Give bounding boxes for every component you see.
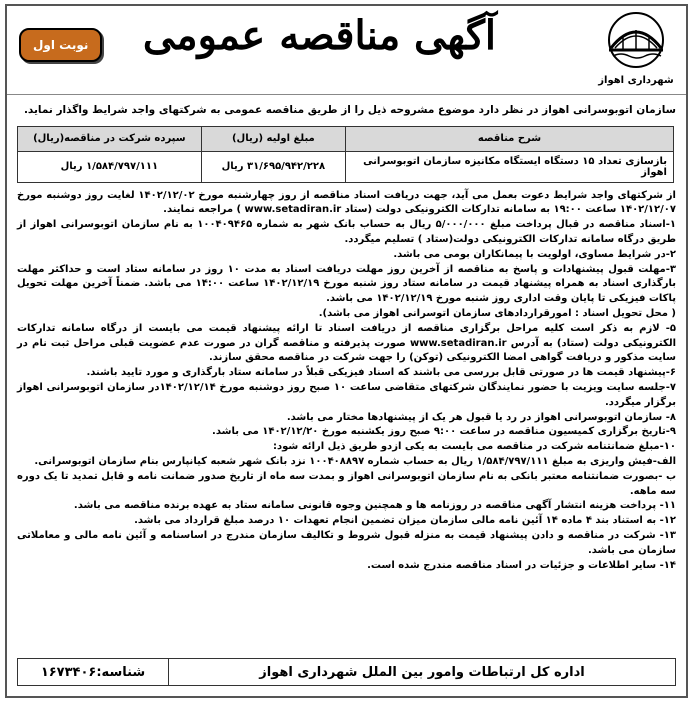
paragraph: ۸- سازمان اتوبوسرانی اهواز در رد یا قبول هر یک از پیشنهادها مختار می باشد. [286, 411, 676, 423]
table-header-row [18, 126, 674, 151]
logo-caption: شهرداری اهواز [598, 75, 674, 86]
paragraph: از شرکتهای واجد شرایط دعوت بعمل می آید، جهت دریافت اسناد مناقصه از روز چهارشنبه مورخ ۱۴۰۲/۱۲/۰۲ لغایت روز دوشنبه مورخ ۱۴۰۲/۱۲/۰۷ ساعت ۱۹:۰۰ به سامانه تدارکات الکترونیکی دولت (ستاد www.setadiran.ir ) مراجعه نمایند. [17, 189, 676, 216]
paragraph: ۵- لازم به ذکر است کلیه مراحل برگزاری مناقصه از دریافت اسناد تا ارائه پیشنهاد قیمت می بایست از درگاه سامانه تدارکات الکترونیکی دولت (ستاد) به آدرس www.setadiran.ir صورت پذیرفته و مناقصه گران در صورت عدم عضویت قبلی مراحل ثبت نام در سایت مذکور و دریافت گواهی امضا الکترونیکی (توکن) را جهت شرکت در مناقصه محقق سازند. [17, 322, 677, 364]
page-title: آگهی مناقصه عمومی [142, 12, 496, 59]
paragraph: ۷-جلسه سایت ویزیت با حضور نمایندگان شرکتهای متقاضی ساعت ۱۰ صبح روز دوشنبه مورخ ۱۴۰۲/۱۲/۱۴در سازمان اتوبوسرانی اهواز برگزار میگردد. [17, 382, 676, 408]
table-cell: بازسازی تعداد ۱۵ دستگاه ایستگاه مکانیزه سازمان اتوبوسرانی اهواز [346, 151, 674, 182]
intro-text: سازمان اتوبوسرانی اهواز در نظر دارد موضوع مشروحه ذیل را از طریق مناقصه عمومی به شرکتهای واجد شرایط واگذار نماید. [23, 104, 676, 116]
notice-header [7, 6, 686, 95]
paragraph: ۱-اسناد مناقصه در قبال پرداخت مبلغ ۵/۰۰۰/۰۰۰ ریال به حساب بانک شهر به شماره ۱۰۰۴۰۹۴۶۵ به نام سازمان اتوبوسرانی اهواز از طریق درگاه سامانه تدارکات الکترونیکی دولت(ستاد ) تسلیم میگردد. [17, 219, 676, 246]
publication-badge: نوبت اول [19, 28, 102, 62]
column-header: مبلغ اولیه (ریال) [201, 126, 345, 151]
paragraph: ۱۰-مبلغ ضمانتنامه شرکت در مناقصه می بایست به یکی ازدو طریق ذیل ارائه شود: [273, 441, 676, 453]
paragraph: ۱۳- شرکت در مناقصه و دادن پیشنهاد قیمت به منزله قبول شروط و تکالیف سازمان مندرج در اساسنامه و آئین نامه مالی و معاملاتی سازمان می باشد. [17, 530, 676, 556]
tender-notice [5, 4, 688, 698]
department-name: اداره کل ارتباطات وامور بین الملل شهرداری اهواز [259, 664, 585, 680]
table-cell: ۳۱/۶۹۵/۹۴۲/۲۲۸ ریال [201, 151, 345, 182]
table-cell: ۱/۵۸۴/۷۹۷/۱۱۱ ریال [18, 151, 202, 182]
municipality-logo [596, 10, 676, 90]
bridge-icon [601, 10, 671, 68]
notice-id [18, 659, 169, 685]
paragraph: ب -بصورت ضمانتنامه معتبر بانکی به نام سازمان اتوبوسرانی اهواز و بمدت سه ماه از تاریخ صدور ضمانت نامه و قابل تمدید تا یک دوره سه ماهه. [17, 470, 676, 497]
paragraph: الف-فیش واریزی به مبلغ ۱/۵۸۴/۷۹۷/۱۱۱ ریال به حساب شماره ۱۰۰۴۰۸۸۹۷ نزد بانک شهر شعبه کیانپارس بنام سازمان اتوبوسرانی. [34, 456, 676, 468]
paragraph: ۱۱- پرداخت هزینه انتشار آگهی مناقصه در روزنامه ها و همچنین وجوه قانونی سامانه ستاد به عهده برنده مناقصه می باشد. [73, 500, 676, 512]
paragraph: ۶-پیشنهاد قیمت ها در صورتی قابل بررسی می باشند که اسناد فیزیکی قبلاً در سامانه ستاد بارگذاری و مورد تایید باشند. [86, 367, 676, 379]
id-value: ۱۶۷۳۴۰۶ [40, 664, 97, 680]
tender-table [17, 126, 674, 183]
column-header: شرح مناقصه [346, 126, 674, 151]
paragraph: ۲-در شرایط مساوی، اولویت با پیمانکاران بومی می باشد. [393, 248, 676, 260]
paragraph: ۱۴- سایر اطلاعات و جزئیات در اسناد مناقصه مندرج شده است. [367, 559, 676, 571]
column-header: سپرده شرکت در مناقصه(ریال) [18, 126, 202, 151]
id-label: شناسه: [96, 664, 146, 680]
paragraph: ۱۲- به استناد بند ۴ ماده ۱۴ آئین نامه مالی سازمان میزان تضمین انجام تعهدات ۱۰ درصد مبلغ قرارداد می باشد. [134, 515, 676, 527]
paragraph: ۳-مهلت قبول پیشنهادات و پاسخ به مناقصه از آخرین روز مهلت دریافت اسناد به مدت ۱۰ روز در سامانه ستاد است و حداکثر مهلت بارگذاری اسناد به همراه پیشنهاد قیمت در سامانه ستاد روز شنبه مورخ ۱۴۰۲/۱۲/۱۹ ساعت ۱۴:۰۰ می باشد. ضمناً آخرین مهلت تحویل پاکات فیزیکی تا پایان وقت اداری روز شنبه مورخ ۱۴۰۲/۱۲/۱۹ می باشد. [17, 263, 676, 305]
table-row [18, 151, 674, 182]
notice-body [7, 189, 686, 574]
paragraph: ۹-تاریخ برگزاری کمیسیون مناقصه در ساعت ۹:۰۰ صبح روز یکشنبه مورخ ۱۴۰۲/۱۲/۲۰ می باشد. [212, 426, 676, 438]
paragraph: ( محل تحویل اسناد : امورقراردادهای سازمان اتوسرانی اهواز می باشد). [318, 308, 676, 320]
notice-footer [17, 658, 676, 686]
